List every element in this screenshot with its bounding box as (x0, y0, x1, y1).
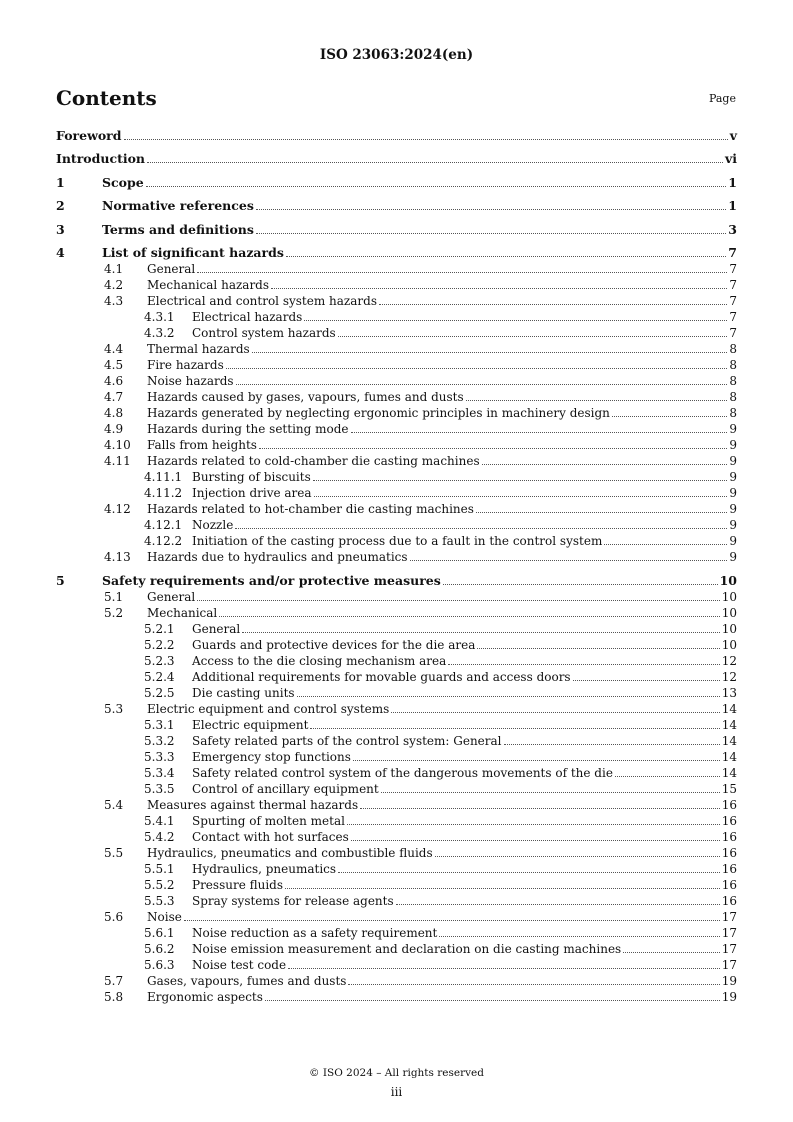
toc-dot-leader (313, 479, 728, 481)
toc-dot-leader (235, 527, 727, 529)
toc-entry[interactable] (56, 637, 737, 653)
toc-entry-title: Normative references (102, 198, 254, 213)
toc-dot-leader (477, 647, 719, 649)
toc-entry-title: General (147, 590, 196, 604)
footer-page-number: iii (390, 1085, 403, 1099)
toc-entry[interactable] (56, 389, 737, 405)
toc-entry-page: 7 (729, 278, 737, 292)
toc-entry-number: 5.2.1 (144, 622, 175, 636)
toc-entry[interactable] (56, 485, 737, 501)
toc-entry-number: 5.3.4 (144, 766, 175, 780)
toc-entry-page: 16 (721, 814, 737, 828)
toc-entry-number: 4.10 (104, 438, 131, 452)
toc-dot-leader (265, 999, 720, 1001)
toc-entry-number: 5.6.3 (144, 958, 175, 972)
toc-entry-title: Spurting of molten metal (192, 814, 345, 828)
toc-entry[interactable] (56, 813, 737, 829)
toc-dot-leader (476, 511, 727, 513)
toc-entry-title: Pressure fluids (192, 878, 284, 892)
toc-entry-title: Access to the die closing mechanism area (192, 654, 447, 668)
toc-entry-number: 4.11.1 (144, 470, 183, 484)
toc-entry-title: Scope (102, 175, 144, 190)
toc-dot-leader (314, 495, 728, 497)
toc-entry-number: 4.3.1 (144, 310, 175, 324)
toc-dot-leader (348, 983, 719, 985)
toc-entry-page: 16 (721, 878, 737, 892)
toc-entry-page: 14 (721, 718, 737, 732)
toc-entry-page: 17 (721, 958, 737, 972)
toc-entry-number: 4.12.1 (144, 518, 183, 532)
toc-entry-number: 4.9 (104, 422, 124, 436)
toc-dot-leader (448, 663, 719, 665)
toc-entry-number: 4.5 (104, 358, 124, 372)
toc-entry-title: List of significant hazards (102, 245, 284, 260)
toc-entry-page: 9 (729, 518, 737, 532)
toc-entry-page: 9 (729, 454, 737, 468)
toc-entry-title: Hazards during the setting mode (147, 422, 349, 436)
toc-entry[interactable] (56, 861, 737, 877)
toc-entry-page: 9 (729, 422, 737, 436)
toc-entry-number: 5.2.3 (144, 654, 175, 668)
toc-entry-number: 5.3.5 (144, 782, 175, 796)
toc-entry-page: 16 (721, 862, 737, 876)
toc-entry-page: 17 (721, 942, 737, 956)
toc-dot-leader (381, 791, 720, 793)
toc-entry-page: 16 (721, 894, 737, 908)
toc-entry-page: 10 (721, 638, 737, 652)
toc-entry-page: 8 (729, 406, 737, 420)
toc-entry[interactable] (56, 453, 737, 469)
toc-entry-title: General (192, 622, 241, 636)
toc-dot-leader (288, 967, 720, 969)
toc-entry-title: Hazards related to hot-chamber die casting machines (147, 502, 474, 516)
toc-entry-page: 9 (729, 438, 737, 452)
toc-entry-page: 9 (729, 534, 737, 548)
toc-dot-leader (347, 823, 720, 825)
toc-entry-title: Noise reduction as a safety requirement (192, 926, 438, 940)
toc-entry-number: 5.8 (104, 990, 124, 1004)
toc-dot-leader (573, 679, 720, 681)
toc-entry-title: Mechanical hazards (147, 278, 270, 292)
toc-entry-page: 7 (729, 326, 737, 340)
toc-entry-page: vi (724, 151, 737, 166)
toc-entry-page: 14 (721, 702, 737, 716)
toc-entry-title: Injection drive area (192, 486, 312, 500)
toc-entry-number: 4.4 (104, 342, 124, 356)
toc-entry-page: 9 (729, 470, 737, 484)
toc-entry-title: Noise (147, 910, 182, 924)
toc-entry-number: 5.2 (104, 606, 124, 620)
toc-dot-leader (338, 335, 728, 337)
toc-entry-title: Hazards due to hydraulics and pneumatics (147, 550, 408, 564)
toc-entry-page: 9 (729, 502, 737, 516)
toc-entry-page: 17 (721, 926, 737, 940)
toc-entry[interactable] (56, 421, 737, 437)
toc-dot-leader (197, 599, 719, 601)
toc-entry[interactable] (56, 845, 737, 861)
toc-entry[interactable] (56, 589, 737, 605)
toc-entry[interactable] (56, 877, 737, 893)
toc-entry[interactable] (56, 765, 737, 781)
toc-entry-number: 5.3.1 (144, 718, 175, 732)
toc-dot-leader (252, 351, 728, 353)
toc-entry-page: 3 (728, 222, 737, 237)
toc-dot-leader (615, 775, 720, 777)
toc-dot-leader (197, 271, 727, 273)
toc-entry-title: Safety related parts of the control system: General (192, 734, 502, 748)
toc-entry[interactable] (56, 701, 737, 717)
toc-entry-page: 19 (721, 974, 737, 988)
footer-copyright: © ISO 2024 – All rights reserved (309, 1067, 484, 1079)
toc-entry-page: 10 (719, 573, 737, 588)
toc-entry-title: Measures against thermal hazards (147, 798, 359, 812)
toc-entry-page: 16 (721, 846, 737, 860)
toc-entry[interactable] (56, 749, 737, 765)
toc-entry-number: 5.2.4 (144, 670, 175, 684)
toc-entry-number: 5.2.5 (144, 686, 175, 700)
toc-entry-page: v (729, 128, 737, 143)
toc-entry-number: 4.3.2 (144, 326, 175, 340)
toc-entry-number: 5.6 (104, 910, 124, 924)
toc-entry-page: 10 (721, 606, 737, 620)
toc-entry-title: Safety requirements and/or protective measures (102, 573, 441, 588)
toc-entry-number: 4.7 (104, 390, 124, 404)
toc-entry-page: 8 (729, 358, 737, 372)
toc-dot-leader (439, 935, 719, 937)
toc-entry-page: 9 (729, 486, 737, 500)
toc-dot-leader (256, 232, 726, 234)
toc-entry-title: Hazards related to cold-chamber die casting machines (147, 454, 480, 468)
toc-entry-title: Die casting units (192, 686, 295, 700)
toc-entry-number: 4.2 (104, 278, 124, 292)
toc-entry[interactable] (56, 309, 737, 325)
toc-entry-title: Electrical hazards (192, 310, 303, 324)
toc-entry-page: 12 (721, 670, 737, 684)
toc-entry-page: 16 (721, 830, 737, 844)
toc-entry-page: 14 (721, 734, 737, 748)
toc-entry[interactable] (56, 957, 737, 973)
toc-entry[interactable] (56, 717, 737, 733)
toc-entry-number: 5.2.2 (144, 638, 175, 652)
toc-entry-title: Noise hazards (147, 374, 234, 388)
toc-dot-leader (443, 583, 718, 585)
toc-dot-leader (435, 855, 720, 857)
toc-entry-page: 8 (729, 374, 737, 388)
toc-entry-page: 15 (721, 782, 737, 796)
toc-entry-title: Electrical and control system hazards (147, 294, 377, 308)
toc-entry-number: 5.3.2 (144, 734, 175, 748)
toc-dot-leader (379, 303, 727, 305)
toc-entry-number: 5.5.2 (144, 878, 175, 892)
toc-entry-page: 1 (728, 175, 737, 190)
toc-entry-page: 9 (729, 550, 737, 564)
toc-entry[interactable] (56, 222, 737, 238)
toc-entry-number: 3 (56, 222, 65, 237)
toc-entry[interactable] (56, 175, 737, 191)
toc-entry-number: 5.5 (104, 846, 124, 860)
toc-entry-title: Thermal hazards (147, 342, 250, 356)
document-header: ISO 23063:2024(en) (319, 47, 474, 63)
toc-entry-page: 17 (721, 910, 737, 924)
toc-entry-title: Noise test code (192, 958, 287, 972)
toc-entry[interactable] (56, 549, 737, 565)
toc-dot-leader (623, 951, 720, 953)
toc-dot-leader (236, 383, 728, 385)
page-column-label: Page (708, 92, 736, 105)
toc-entry-title: Mechanical (147, 606, 218, 620)
toc-dot-leader (466, 399, 728, 401)
toc-entry-number: 5.7 (104, 974, 124, 988)
toc-entry[interactable] (56, 373, 737, 389)
toc-dot-leader (184, 919, 720, 921)
toc-entry-title: Falls from heights (147, 438, 257, 452)
toc-entry[interactable] (56, 341, 737, 357)
toc-entry-title: Hydraulics, pneumatics and combustible fluids (147, 846, 433, 860)
toc-entry[interactable] (56, 357, 737, 373)
toc-entry-page: 7 (729, 310, 737, 324)
toc-dot-leader (259, 447, 727, 449)
toc-dot-leader (396, 903, 720, 905)
toc-entry-number: 4.1 (104, 262, 124, 276)
toc-entry-number: 2 (56, 198, 65, 213)
toc-entry-number: 4.11.2 (144, 486, 183, 500)
toc-dot-leader (482, 463, 728, 465)
toc-entry-number: 4.12 (104, 502, 131, 516)
toc-entry[interactable] (56, 893, 737, 909)
toc-entry-title: Noise emission measurement and declaration on die casting machines (192, 942, 622, 956)
toc-dot-leader (226, 367, 728, 369)
toc-entry[interactable] (56, 293, 737, 309)
toc-entry[interactable] (56, 605, 737, 621)
toc-entry-title: Control system hazards (192, 326, 336, 340)
toc-dot-leader (147, 161, 723, 163)
toc-entry-title: Electric equipment (192, 718, 309, 732)
toc-entry-page: 10 (721, 590, 737, 604)
contents-title: Contents (56, 86, 157, 110)
toc-dot-leader (146, 185, 727, 187)
toc-entry-title: Additional requirements for movable guards and access doors (192, 670, 571, 684)
toc-entry-page: 13 (721, 686, 737, 700)
toc-entry-number: 4.12.2 (144, 534, 183, 548)
toc-entry[interactable] (56, 797, 737, 813)
toc-dot-leader (410, 559, 728, 561)
toc-dot-leader (256, 208, 726, 210)
toc-entry-number: 5.6.2 (144, 942, 175, 956)
toc-entry-number: 1 (56, 175, 65, 190)
toc-entry[interactable] (56, 733, 737, 749)
toc-entry[interactable] (56, 405, 737, 421)
toc-entry[interactable] (56, 325, 737, 341)
toc-dot-leader (391, 711, 719, 713)
toc-dot-leader (604, 543, 727, 545)
toc-entry-title: Gases, vapours, fumes and dusts (147, 974, 347, 988)
toc-entry-number: 5.5.1 (144, 862, 175, 876)
toc-entry-title: Initiation of the casting process due to a fault in the control system (192, 534, 603, 548)
toc-entry-number: 5.3 (104, 702, 124, 716)
toc-entry-title: Guards and protective devices for the die area (192, 638, 476, 652)
toc-entry-page: 19 (721, 990, 737, 1004)
toc-entry-page: 10 (721, 622, 737, 636)
toc-entry[interactable] (56, 151, 737, 167)
toc-entry-number: 5.3.3 (144, 750, 175, 764)
toc-entry-title: Hazards caused by gases, vapours, fumes and dusts (147, 390, 464, 404)
toc-entry[interactable] (56, 925, 737, 941)
toc-entry-number: 4.3 (104, 294, 124, 308)
toc-dot-leader (360, 807, 720, 809)
toc-entry[interactable] (56, 261, 737, 277)
toc-entry-number: 5.6.1 (144, 926, 175, 940)
toc-dot-leader (286, 255, 726, 257)
toc-entry-title: Spray systems for release agents (192, 894, 394, 908)
toc-entry-page: 8 (729, 390, 737, 404)
toc-dot-leader (612, 415, 727, 417)
toc-entry[interactable] (56, 621, 737, 637)
toc-entry-number: 5.4 (104, 798, 124, 812)
toc-dot-leader (338, 871, 720, 873)
toc-entry-number: 5.4.2 (144, 830, 175, 844)
toc-entry[interactable] (56, 653, 737, 669)
toc-entry[interactable] (56, 573, 737, 589)
toc-entry-title: Nozzle (192, 518, 234, 532)
toc-entry[interactable] (56, 501, 737, 517)
toc-entry-title: Hazards generated by neglecting ergonomic principles in machinery design (147, 406, 610, 420)
toc-entry-page: 14 (721, 766, 737, 780)
toc-dot-leader (504, 743, 720, 745)
toc-entry[interactable] (56, 909, 737, 925)
toc-entry-page: 7 (729, 294, 737, 308)
toc-entry[interactable] (56, 669, 737, 685)
toc-entry-page: 16 (721, 798, 737, 812)
toc-dot-leader (310, 727, 719, 729)
toc-dot-leader (353, 759, 720, 761)
toc-entry[interactable] (56, 685, 737, 701)
toc-entry-number: 4.13 (104, 550, 131, 564)
toc-entry[interactable] (56, 245, 737, 261)
toc-dot-leader (351, 839, 720, 841)
toc-entry[interactable] (56, 989, 737, 1005)
toc-entry-title: Ergonomic aspects (147, 990, 263, 1004)
toc-dot-leader (304, 319, 727, 321)
toc-entry-number: 4.6 (104, 374, 124, 388)
toc-entry-page: 12 (721, 654, 737, 668)
toc-entry-page: 7 (729, 262, 737, 276)
toc-dot-leader (285, 887, 720, 889)
toc-entry-page: 8 (729, 342, 737, 356)
toc-entry[interactable] (56, 469, 737, 485)
toc-entry-number: 4.8 (104, 406, 124, 420)
toc-entry-title: Electric equipment and control systems (147, 702, 390, 716)
toc-entry-number: 4 (56, 245, 65, 260)
toc-entry[interactable] (56, 533, 737, 549)
toc-entry-number: 5 (56, 573, 65, 588)
toc-entry[interactable] (56, 973, 737, 989)
toc-entry-title: Introduction (56, 151, 146, 166)
toc-entry-number: 5.4.1 (144, 814, 175, 828)
toc-entry-title: Hydraulics, pneumatics (192, 862, 337, 876)
toc-entry[interactable] (56, 277, 737, 293)
toc-entry-number: 4.11 (104, 454, 131, 468)
toc-entry-title: Safety related control system of the dangerous movements of the die (192, 766, 613, 780)
toc-entry-title: Contact with hot surfaces (192, 830, 349, 844)
toc-entry-page: 14 (721, 750, 737, 764)
toc-dot-leader (271, 287, 727, 289)
toc-entry[interactable] (56, 829, 737, 845)
toc-entry-number: 5.1 (104, 590, 124, 604)
toc-entry-title: General (147, 262, 196, 276)
toc-entry[interactable] (56, 781, 737, 797)
toc-entry[interactable] (56, 198, 737, 214)
toc-entry-page: 7 (728, 245, 737, 260)
toc-entry-title: Foreword (56, 128, 122, 143)
toc-entry[interactable] (56, 437, 737, 453)
toc-dot-leader (351, 431, 728, 433)
toc-dot-leader (242, 631, 719, 633)
toc-entry-title: Control of ancillary equipment (192, 782, 379, 796)
toc-entry[interactable] (56, 941, 737, 957)
toc-entry[interactable] (56, 517, 737, 533)
toc-entry-page: 1 (728, 198, 737, 213)
toc-dot-leader (219, 615, 719, 617)
toc-entry-title: Emergency stop functions (192, 750, 351, 764)
toc-entry-title: Bursting of biscuits (192, 470, 311, 484)
toc-dot-leader (124, 138, 728, 140)
toc-entry-title: Terms and definitions (102, 222, 254, 237)
toc-entry-number: 5.5.3 (144, 894, 175, 908)
toc-entry[interactable] (56, 128, 737, 144)
toc-entry-title: Fire hazards (147, 358, 224, 372)
toc-dot-leader (297, 695, 720, 697)
